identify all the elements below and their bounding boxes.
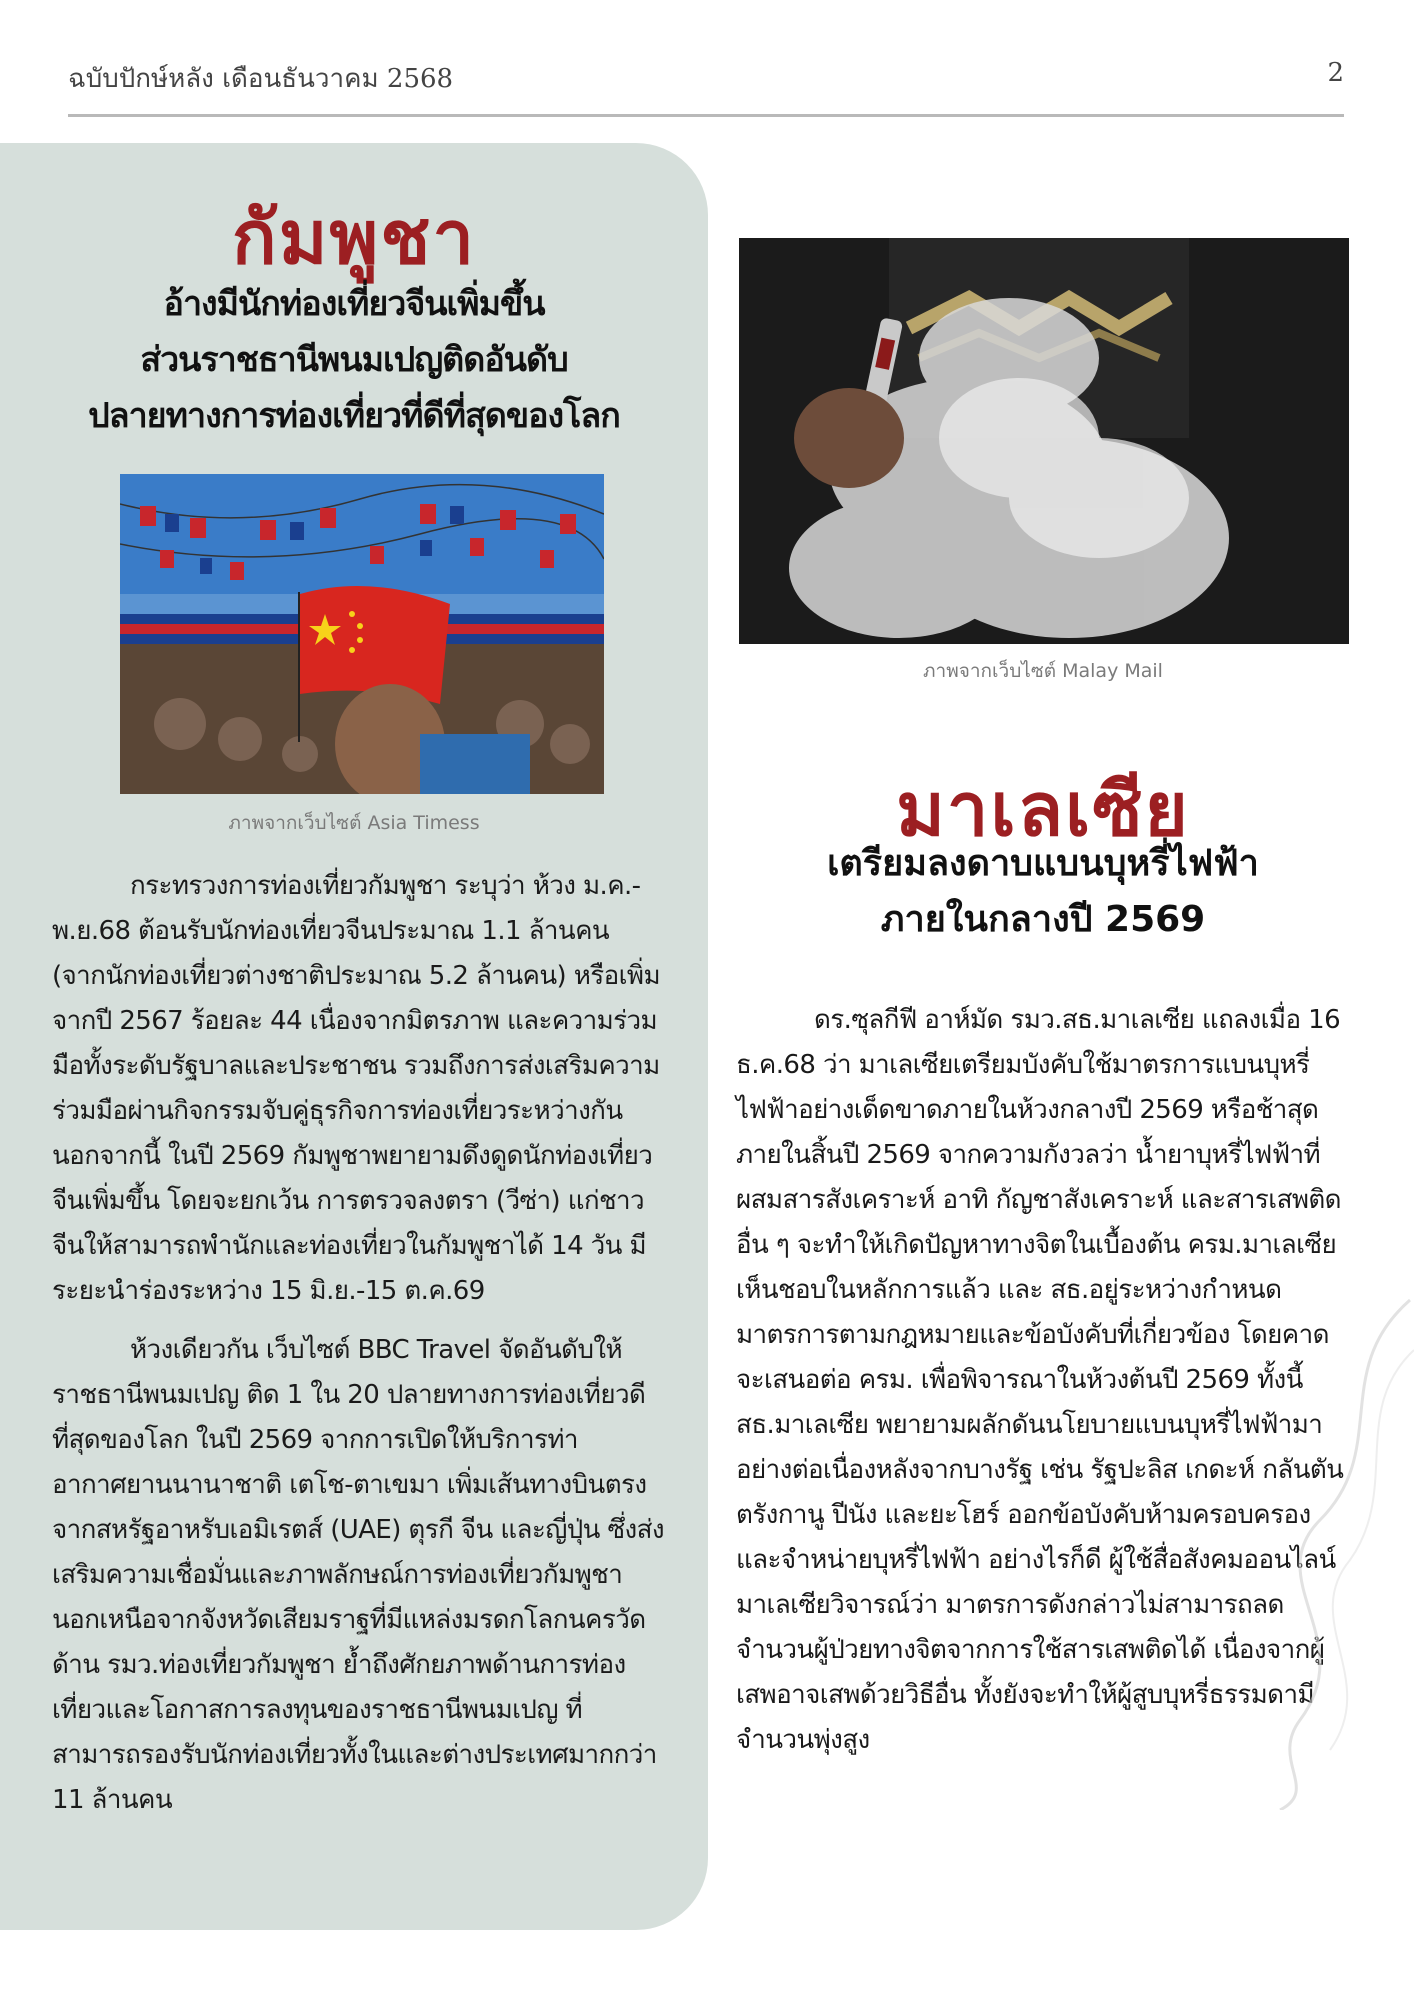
cambodia-photo-caption: ภาพจากเว็บไซต์ Asia Timess [228,812,480,834]
vape-illustration [739,238,1349,644]
cambodia-article-body [52,864,670,1837]
page-header [68,52,1344,102]
malaysia-photo-caption: ภาพจากเว็บไซต์ Malay Mail [923,660,1163,682]
subheadline-line: เตรียมลงดาบแบนบุหรี่ไฟฟ้า [827,843,1259,884]
vape-smoke-photo [739,238,1349,644]
issue-label: ฉบับปักษ์หลัง เดือนธันวาคม 2568 [68,64,454,94]
malaysia-subheadline [738,836,1348,948]
header-divider [68,114,1344,117]
subheadline-line: อ้างมีนักท่องเที่ยวจีนเพิ่มขึ้น [163,284,545,324]
article-paragraph: ห้วงเดียวกัน เว็บไซต์ BBC Travel จัดอันดับให้ราชธานีพนมเปญ ติด 1 ใน 20 ปลายทางการท่องเที่ยวดีที่สุดของโลก ในปี 2569 จากการเปิดให้บริการท่าอากาศยานนานาชาติ เตโช-ตาเขมา เพิ่มเส้นทางบินตรงจากสหรัฐอาหรับเอมิเรตส์ (UAE) ตุรกี จีน และญี่ปุ่น ซึ่งส่งเสริมความเชื่อมั่นและภาพลักษณ์การท่องเที่ยวกัมพูชา นอกเหนือจากจังหวัดเสียมราฐที่มีแหล่งมรดกโลกนครวัด ด้าน รมว.ท่องเที่ยวกัมพูชา ย้ำถึงศักยภาพด้านการท่องเที่ยวและโอกาสการลงทุนของราชธานีพนมเปญ ที่สามารถรองรับนักท่องเที่ยวทั้งในและต่างประเทศมากกว่า 11 ล้านคน [52,1335,665,1815]
subheadline-line: ภายในกลางปี 2569 [880,899,1206,940]
article-paragraph: ดร.ซุลกีฟี อาห์มัด รมว.สธ.มาเลเซีย แถลงเมื่อ 16 ธ.ค.68 ว่า มาเลเซียเตรียมบังคับใช้มาตรการแบนบุหรี่ไฟฟ้าอย่างเด็ดขาดภายในห้วงกลางปี 2569 หรือช้าสุดภายในสิ้นปี 2569 จากความกังวลว่า น้ำยาบุหรี่ไฟฟ้าที่ผสมสารสังเคราะห์ อาทิ กัญชาสังเคราะห์ และสารเสพติดอื่น ๆ จะทำให้เกิดปัญหาทางจิตในเบื้องต้น ครม.มาเลเซีย เห็นชอบในหลักการแล้ว และ สธ.อยู่ระหว่างกำหนดมาตรการตามกฎหมายและข้อบังคับที่เกี่ยวข้อง โดยคาดจะเสนอต่อ ครม. เพื่อพิจารณาในห้วงต้นปี 2569 ทั้งนี้ สธ.มาเลเซีย พยายามผลักดันนโยบายแบนบุหรี่ไฟฟ้ามาอย่างต่อเนื่องหลังจากบางรัฐ เช่น รัฐปะลิส เกดะห์ กลันตัน ตรังกานู ปีนัง และยะโฮร์ ออกข้อบังคับห้ามครอบครองและจำหน่ายบุหรี่ไฟฟ้า อย่างไรก็ดี ผู้ใช้สื่อสังคมออนไลน์มาเลเซียวิจารณ์ว่า มาตรการดังกล่าวไม่สามารถลดจำนวนผู้ป่วยทางจิตจากการใช้สารเสพติดได้ เนื่องจากผู้เสพอาจเสพด้วยวิธีอื่น ทั้งยังจะทำให้ผู้สูบบุหรี่ธรรมดามีจำนวนพุ่งสูง [736,1005,1344,1755]
cambodia-headline: กัมพูชา [231,195,477,281]
flags-illustration [120,474,604,794]
cambodia-subheadline [30,276,678,444]
subheadline-line: ส่วนราชธานีพนมเปญติดอันดับ [140,340,568,380]
article-paragraph: กระทรวงการท่องเที่ยวกัมพูชา ระบุว่า ห้วง ม.ค.-พ.ย.68 ต้อนรับนักท่องเที่ยวจีนประมาณ 1.1 ล้านคน (จากนักท่องเที่ยวต่างชาติประมาณ 5.2 ล้านคน) หรือเพิ่มจากปี 2567 ร้อยละ 44 เนื่องจากมิตรภาพ และความร่วมมือทั้งระดับรัฐบาลและประชาชน รวมถึงการส่งเสริมความร่วมมือผ่านกิจกรรมจับคู่ธุรกิจการท่องเที่ยวระหว่างกัน นอกจากนี้ ในปี 2569 กัมพูชาพยายามดึงดูดนักท่องเที่ยวจีนเพิ่มขึ้น โดยจะยกเว้น การตรวจลงตรา (วีซ่า) แก่ชาวจีนให้สามารถพำนักและท่องเที่ยวในกัมพูชาได้ 14 วัน มีระยะนำร่องระหว่าง 15 มิ.ย.-15 ต.ค.69 [52,871,660,1306]
subheadline-line: ปลายทางการท่องเที่ยวที่ดีที่สุดของโลก [88,396,620,436]
cambodia-flags-photo [120,474,604,794]
malaysia-headline: มาเลเซีย [896,767,1190,853]
malaysia-article-body [736,998,1348,1777]
page-number: 2 [1327,58,1344,88]
